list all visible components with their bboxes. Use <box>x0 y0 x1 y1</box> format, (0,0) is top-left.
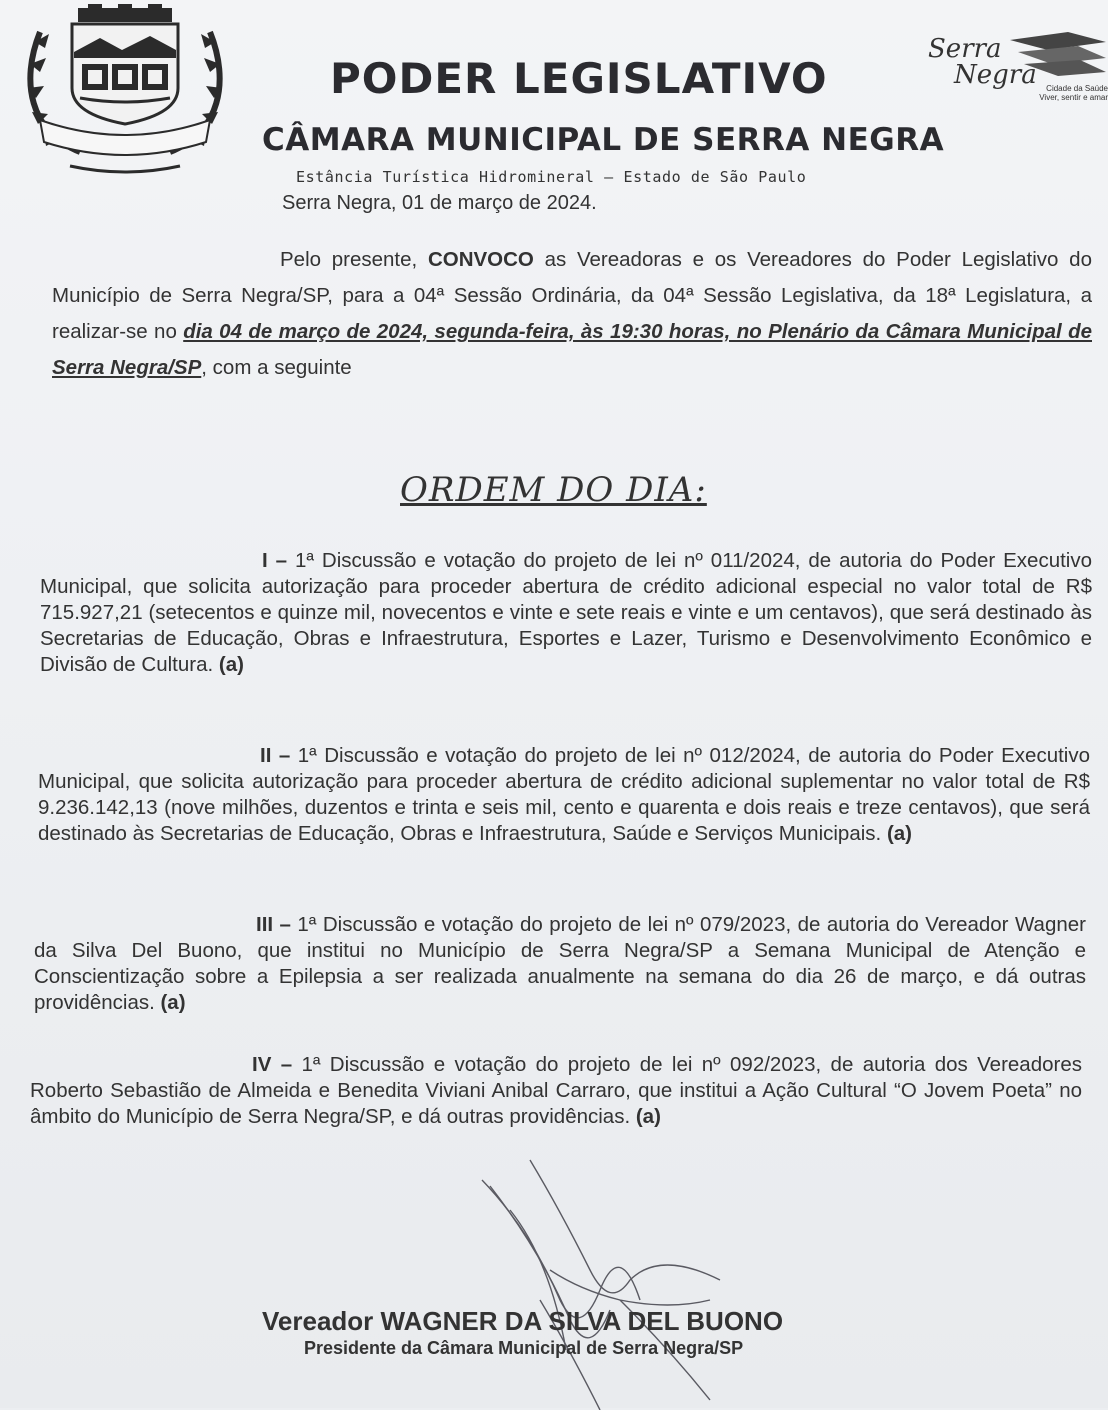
signer-name: Vereador WAGNER DA SILVA DEL BUONO <box>262 1306 784 1336</box>
logo-word-serra: Serra <box>928 34 1002 64</box>
letterhead-title: PODER LEGISLATIVO <box>330 54 828 103</box>
signer-role: Presidente da Câmara Municipal de Serra Negra/SP <box>304 1338 744 1358</box>
letter-date: Serra Negra, 01 de março de 2024. <box>282 192 597 214</box>
logo-tagline: Cidade da Saúde Viver, sentir e amar <box>1039 84 1108 102</box>
serra-negra-logo <box>918 28 1108 110</box>
letterhead-tagline: Estância Turística Hidromineral – Estado de São Paulo <box>296 168 807 186</box>
handwritten-signature <box>470 1150 770 1410</box>
agenda-item: III – 1ª Discussão e votação do projeto de lei nº 079/2023, de autoria do Vereador Wagner da Silva Del Buono, que institui no Município de Serra Negra/SP a Semana Municipal de Atenção e Conscientização sobre a Epilepsia a ser realizada anualmente na semana do dia 26 de março, e dá outras providências. (a) <box>34 913 1086 1014</box>
convocation-paragraph: Pelo presente, CONVOCO as Vereadoras e os Vereadores do Poder Legislativo do Município de Serra Negra/SP, para a 04ª Sessão Ordinária, da 04ª Sessão Legislativa, da 18ª Legislatura, a realizar-se no dia 04 de março de 2024, segunda-feira, às 19:30 horas, no Plenário da Câmara Municipal de Serra Negra/SP, com a seguinte <box>52 248 1092 379</box>
letterhead-subtitle: CÂMARA MUNICIPAL DE SERRA NEGRA <box>262 122 945 158</box>
convoco-keyword: CONVOCO <box>427 248 534 271</box>
agenda-item: II – 1ª Discussão e votação do projeto de lei nº 012/2024, de autoria do Poder Executivo Municipal, que solicita autorização para proceder abertura de crédito adicional suplementar no valor total de R$ 9.236.142,13 (nove milhões, duzentos e trinta e seis mil, cento e quarenta e dois reais e treze centavos), que será destinado às Secretarias de Educação, Obras e Infraestrutura, Saúde e Serviços Municipais. (a) <box>38 744 1090 845</box>
agenda-heading: ORDEM DO DIA: <box>400 470 707 510</box>
agenda-item: I – 1ª Discussão e votação do projeto de lei nº 011/2024, de autoria do Poder Executivo Municipal, que solicita autorização para proceder abertura de crédito adicional especial no valor total de R$ 715.927,21 (setecentos e quinze mil, novecentos e vinte e sete reais e vinte e um centavos), que será destinado às Secretarias de Educação, Obras e Infraestrutura, Esportes e Lazer, Turismo e Desenvolvimento Econômico e Divisão de Cultura. (a) <box>40 549 1092 676</box>
logo-word-negra: Negra <box>954 60 1037 90</box>
session-datetime-highlight: dia 04 de março de 2024, segunda-feira, às 19:30 horas, no Plenário da Câmara Municipal de Serra Negra/SP <box>52 320 1092 379</box>
agenda-item: IV – 1ª Discussão e votação do projeto de lei nº 092/2023, de autoria dos Vereadores Roberto Sebastião de Almeida e Benedita Viviani Anibal Carraro, que institui a Ação Cultural “O Jovem Poeta” no âmbito do Município de Serra Negra/SP, e dá outras providências. (a) <box>30 1053 1082 1128</box>
municipal-crest-icon <box>10 2 240 182</box>
